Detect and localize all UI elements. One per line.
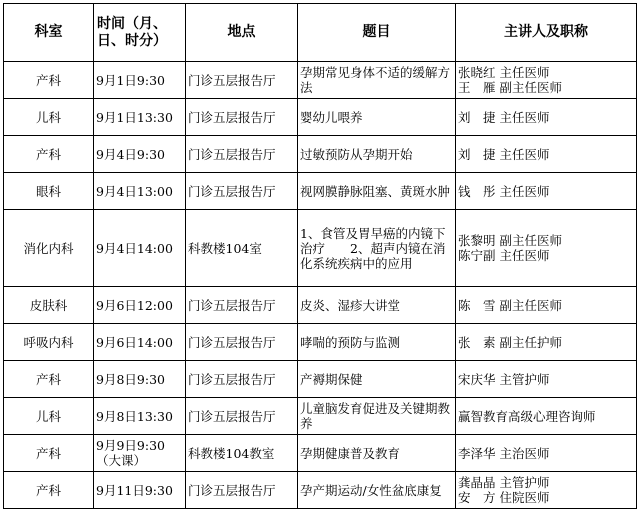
dept-cell: 呼吸内科 bbox=[4, 324, 94, 361]
speaker-cell bbox=[456, 173, 637, 210]
speaker-line: 张晓红 主任医师 bbox=[458, 65, 550, 80]
table-row bbox=[4, 210, 637, 287]
table-row bbox=[4, 136, 637, 173]
place-cell: 门诊五层报告厅 bbox=[186, 173, 298, 210]
time-cell: 9月4日9:30 bbox=[94, 136, 186, 173]
speaker-line: 王 雁 副主任医师 bbox=[458, 80, 562, 95]
speaker-cell bbox=[456, 136, 637, 173]
table-row bbox=[4, 324, 637, 361]
place-cell: 门诊五层报告厅 bbox=[186, 136, 298, 173]
time-cell: 9月1日13:30 bbox=[94, 99, 186, 136]
place-cell: 门诊五层报告厅 bbox=[186, 62, 298, 99]
time-cell: 9月8日13:30 bbox=[94, 398, 186, 435]
topic-cell: 孕产期运动/女性盆底康复 bbox=[298, 472, 456, 509]
place-cell: 科教楼104室 bbox=[186, 210, 298, 287]
time-cell: 9月4日14:00 bbox=[94, 210, 186, 287]
speaker-cell bbox=[456, 472, 637, 509]
time-cell: 9月8日9:30 bbox=[94, 361, 186, 398]
speaker-cell bbox=[456, 435, 637, 472]
time-line: 9月9日9:30 bbox=[96, 438, 165, 453]
speaker-cell bbox=[456, 398, 637, 435]
speaker-line: 李泽华 主治医师 bbox=[458, 445, 550, 461]
header-dept: 科室 bbox=[4, 4, 94, 62]
dept-cell: 产科 bbox=[4, 62, 94, 99]
speaker-line: 宋庆华 主管护师 bbox=[458, 371, 550, 387]
topic-text: 1、食管及胃早癌的内镜下治疗 2、超声内镜在消化系统疾病中的应用 bbox=[300, 225, 446, 271]
speaker-cell bbox=[456, 361, 637, 398]
header-topic: 题目 bbox=[298, 4, 456, 62]
time-cell: 9月1日9:30 bbox=[94, 62, 186, 99]
speaker-cell bbox=[456, 62, 637, 99]
dept-cell: 皮肤科 bbox=[4, 287, 94, 324]
speaker-cell bbox=[456, 287, 637, 324]
time-cell: 9月11日9:30 bbox=[94, 472, 186, 509]
topic-cell: 皮炎、湿疹大讲堂 bbox=[298, 287, 456, 324]
dept-cell: 儿科 bbox=[4, 398, 94, 435]
place-cell: 门诊五层报告厅 bbox=[186, 324, 298, 361]
speaker-cell bbox=[456, 99, 637, 136]
table-row bbox=[4, 173, 637, 210]
speaker-line: 赢智教育高级心理咨询师 bbox=[458, 408, 596, 424]
speaker-line: 龚晶晶 主管护师 bbox=[458, 475, 550, 490]
topic-cell: 哮喘的预防与监测 bbox=[298, 324, 456, 361]
table-row bbox=[4, 62, 637, 99]
speaker-line: 张 素 副主任护师 bbox=[458, 334, 562, 350]
speaker-line: 张黎明 副主任医师 bbox=[458, 233, 562, 248]
time-note: （大课） bbox=[96, 453, 147, 468]
topic-cell: 孕期常见身体不适的缓解方法 bbox=[298, 62, 456, 99]
topic-cell: 过敏预防从孕期开始 bbox=[298, 136, 456, 173]
dept-cell: 消化内科 bbox=[4, 210, 94, 287]
place-cell: 门诊五层报告厅 bbox=[186, 287, 298, 324]
table-row bbox=[4, 99, 637, 136]
dept-cell: 产科 bbox=[4, 472, 94, 509]
table-row bbox=[4, 287, 637, 324]
header-place: 地点 bbox=[186, 4, 298, 62]
speaker-line: 安 方 住院医师 bbox=[458, 490, 550, 505]
header-speaker: 主讲人及职称 bbox=[456, 4, 637, 62]
dept-cell: 产科 bbox=[4, 435, 94, 472]
table-row bbox=[4, 435, 637, 472]
time-cell bbox=[94, 435, 186, 472]
lecture-schedule-table bbox=[3, 3, 637, 509]
place-cell: 门诊五层报告厅 bbox=[186, 361, 298, 398]
dept-cell: 产科 bbox=[4, 361, 94, 398]
speaker-line: 陈 雪 副主任医师 bbox=[458, 297, 562, 313]
speaker-cell bbox=[456, 324, 637, 361]
topic-cell: 孕期健康普及教育 bbox=[298, 435, 456, 472]
table-row bbox=[4, 398, 637, 435]
topic-cell: 儿童脑发育促进及关键期教养 bbox=[298, 398, 456, 435]
header-time: 时间（月、日、时分） bbox=[94, 4, 186, 62]
speaker-line: 刘 捷 主任医师 bbox=[458, 109, 550, 125]
place-cell: 门诊五层报告厅 bbox=[186, 99, 298, 136]
speaker-line: 钱 彤 主任医师 bbox=[458, 183, 550, 199]
table-row bbox=[4, 361, 637, 398]
topic-cell: 视网膜静脉阻塞、黄斑水肿 bbox=[298, 173, 456, 210]
topic-cell bbox=[298, 210, 456, 287]
time-cell: 9月4日13:00 bbox=[94, 173, 186, 210]
topic-cell: 婴幼儿喂养 bbox=[298, 99, 456, 136]
table-header-row bbox=[4, 4, 637, 62]
place-cell: 门诊五层报告厅 bbox=[186, 398, 298, 435]
place-cell: 科教楼104教室 bbox=[186, 435, 298, 472]
dept-cell: 产科 bbox=[4, 136, 94, 173]
speaker-line: 陈宁副 主任医师 bbox=[458, 248, 550, 263]
time-cell: 9月6日14:00 bbox=[94, 324, 186, 361]
speaker-cell bbox=[456, 210, 637, 287]
place-cell: 门诊五层报告厅 bbox=[186, 472, 298, 509]
table-row bbox=[4, 472, 637, 509]
speaker-line: 刘 捷 主任医师 bbox=[458, 146, 550, 162]
topic-cell: 产褥期保健 bbox=[298, 361, 456, 398]
dept-cell: 儿科 bbox=[4, 99, 94, 136]
dept-cell: 眼科 bbox=[4, 173, 94, 210]
time-cell: 9月6日12:00 bbox=[94, 287, 186, 324]
